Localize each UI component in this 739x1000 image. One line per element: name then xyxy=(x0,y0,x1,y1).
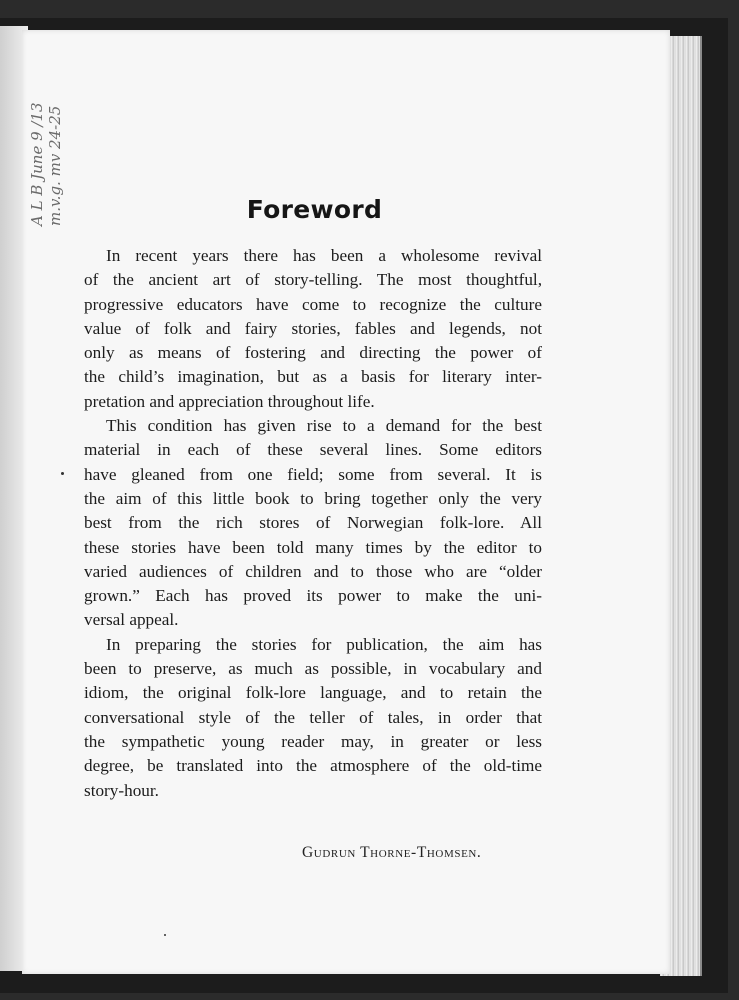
text-line: these stories have been told many times by the editor to xyxy=(84,537,542,557)
text-line: material in each of these several lines. Some editors xyxy=(84,440,542,460)
text-line: idiom, the original folk-lore language, and to retain the xyxy=(84,683,542,703)
text-line: the aim of this little book to bring together only the very xyxy=(84,488,542,508)
paragraph-3 xyxy=(84,633,542,803)
text-line: pretation and appreciation throughout life. xyxy=(84,391,375,411)
text-line: the sympathetic young reader may, in greater or less xyxy=(84,731,542,751)
text-line: degree, be translated into the atmosphere of the old-time xyxy=(84,756,542,776)
margin-note-line-2: m.v.g. mv 24-25 xyxy=(46,105,64,226)
text-line: versal appeal. xyxy=(84,610,179,630)
text-line: In preparing the stories for publication, the aim has xyxy=(106,634,542,654)
text-line: have gleaned from one field; some from several. It is xyxy=(84,464,542,484)
text-line: been to preserve, as much as possible, in vocabulary and xyxy=(84,659,542,679)
print-speck xyxy=(61,472,64,475)
paragraph-1 xyxy=(84,244,542,414)
text-line: conversational style of the teller of tales, in order that xyxy=(84,707,542,727)
text-line: best from the rich stores of Norwegian folk-lore. All xyxy=(84,513,542,533)
print-speck xyxy=(164,934,166,936)
author-signature: Gudrun Thorne-Thomsen. xyxy=(302,844,482,861)
margin-note-line-1: A L B June 9 /13 xyxy=(28,102,46,226)
text-line: This condition has given rise to a demand for the best xyxy=(106,416,542,436)
text-line: varied audiences of children and to those who are “older xyxy=(84,561,542,581)
text-line: story-hour. xyxy=(84,780,159,800)
paragraph-2 xyxy=(84,414,542,633)
page-title: Foreword xyxy=(246,195,383,224)
foreword-body xyxy=(84,244,542,803)
text-line: value of folk and fairy stories, fables and legends, not xyxy=(84,318,542,338)
text-line: of the ancient art of story-telling. The most thoughtful, xyxy=(84,270,542,290)
text-line: progressive educators have come to recognize the culture xyxy=(84,294,542,314)
text-line: grown.” Each has proved its power to make the uni- xyxy=(84,586,542,606)
text-line: only as means of fostering and directing the power of xyxy=(84,343,542,363)
text-line: In recent years there has been a wholesome revival xyxy=(106,246,542,265)
text-line: the child’s imagination, but as a basis for literary inter- xyxy=(84,367,542,387)
